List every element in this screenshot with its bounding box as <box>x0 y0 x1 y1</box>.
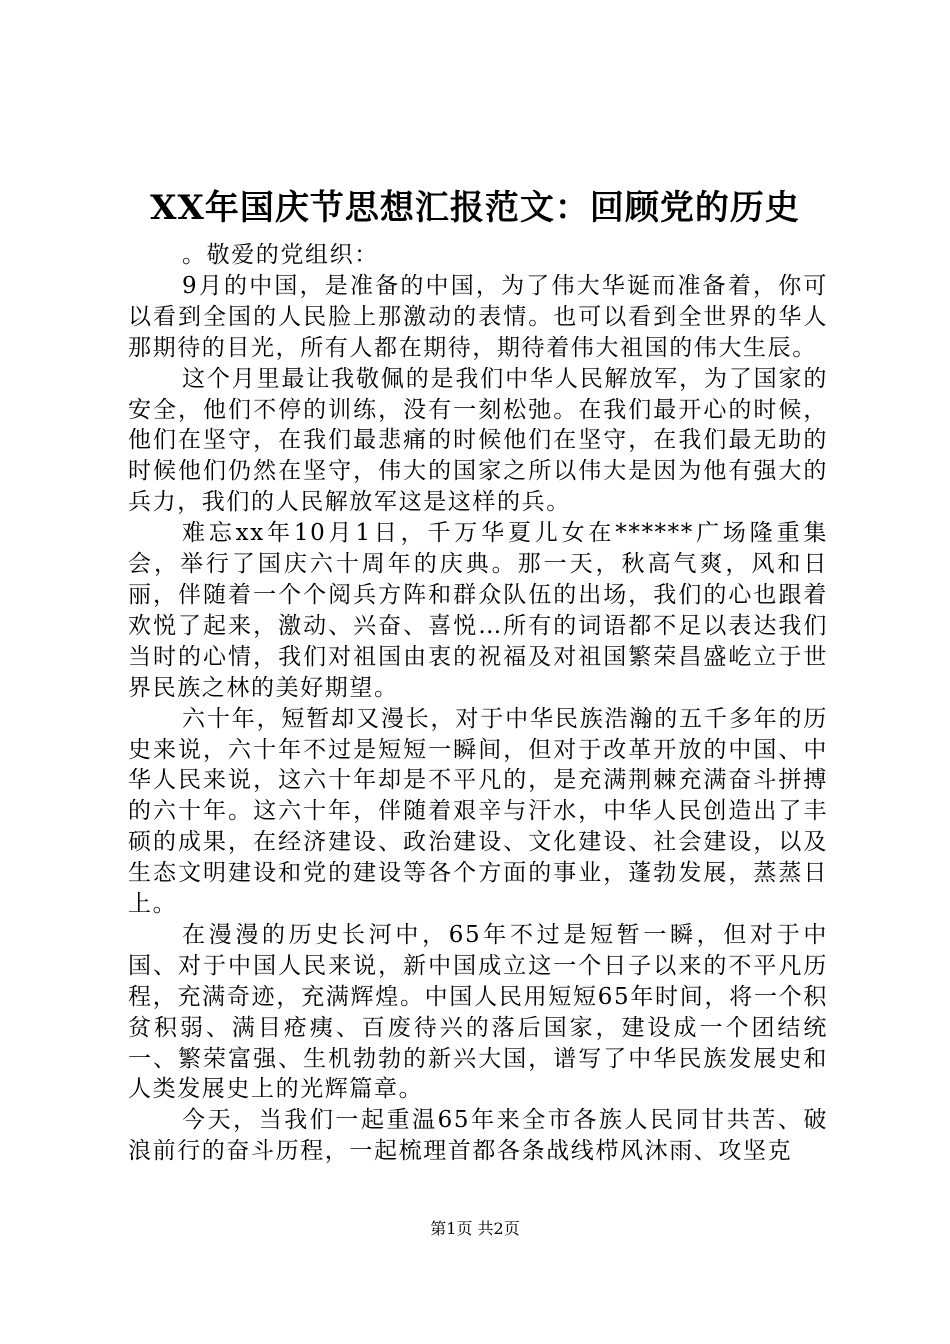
paragraph: 在漫漫的历史长河中，65年不过是短暂一瞬，但对于中国、对于中国人民来说，新中国成立这一个日子以来的不平凡历程，充满奇迹，充满辉煌。中国人民用短短65年时间，将一个积贫积弱、满目疮痍、百废待兴的落后国家，建设成一个团结统一、繁荣富强、生机勃勃的新兴大国，谱写了中华民族发展史和人类发展史上的光辉篇章。 <box>128 921 828 1103</box>
document-title: XX年国庆节思想汇报范文：回顾党的历史 <box>150 188 800 228</box>
salutation: 。敬爱的党组织： <box>182 242 379 268</box>
document-body <box>128 240 828 1167</box>
paragraph: 六十年，短暂却又漫长，对于中华民族浩瀚的五千多年的历史来说，六十年不过是短短一瞬间，但对于改革开放的中国、中华人民来说，这六十年却是不平凡的，是充满荆棘充满奋斗拼搏的六十年。这六十年，伴随着艰辛与汗水，中华人民创造出了丰硕的成果，在经济建设、政治建设、文化建设、社会建设，以及生态文明建设和党的建设等各个方面的事业，蓬勃发展，蒸蒸日上。 <box>128 705 828 918</box>
paragraph: 9月的中国，是准备的中国，为了伟大华诞而准备着，你可以看到全国的人民脸上那激动的表情。也可以看到全世界的华人那期待的目光，所有人都在期待，期待着伟大祖国的伟大生辰。 <box>128 272 828 361</box>
page-number-footer: 第1页 共2页 <box>430 1219 520 1238</box>
paragraph: 这个月里最让我敬佩的是我们中华人民解放军，为了国家的安全，他们不停的训练，没有一刻松弛。在我们最开心的时候，他们在坚守，在我们最悲痛的时候他们在坚守，在我们最无助的时候他们仍然在坚守，伟大的国家之所以伟大是因为他有强大的兵力，我们的人民解放军这是这样的兵。 <box>128 365 828 516</box>
paragraph: 难忘xx年10月1日，千万华夏儿女在******广场隆重集会，举行了国庆六十周年的庆典。那一天，秋高气爽，风和日丽，伴随着一个个阅兵方阵和群众队伍的出场，我们的心也跟着欢悦了起来，激动、兴奋、喜悦…所有的词语都不足以表达我们当时的心情，我们对祖国由衷的祝福及对祖国繁荣昌盛屹立于世界民族之林的美好期望。 <box>128 520 828 701</box>
paragraph: 今天，当我们一起重温65年来全市各族人民同甘共苦、破浪前行的奋斗历程，一起梳理首都各条战线栉风沐雨、攻坚克 <box>128 1107 828 1165</box>
